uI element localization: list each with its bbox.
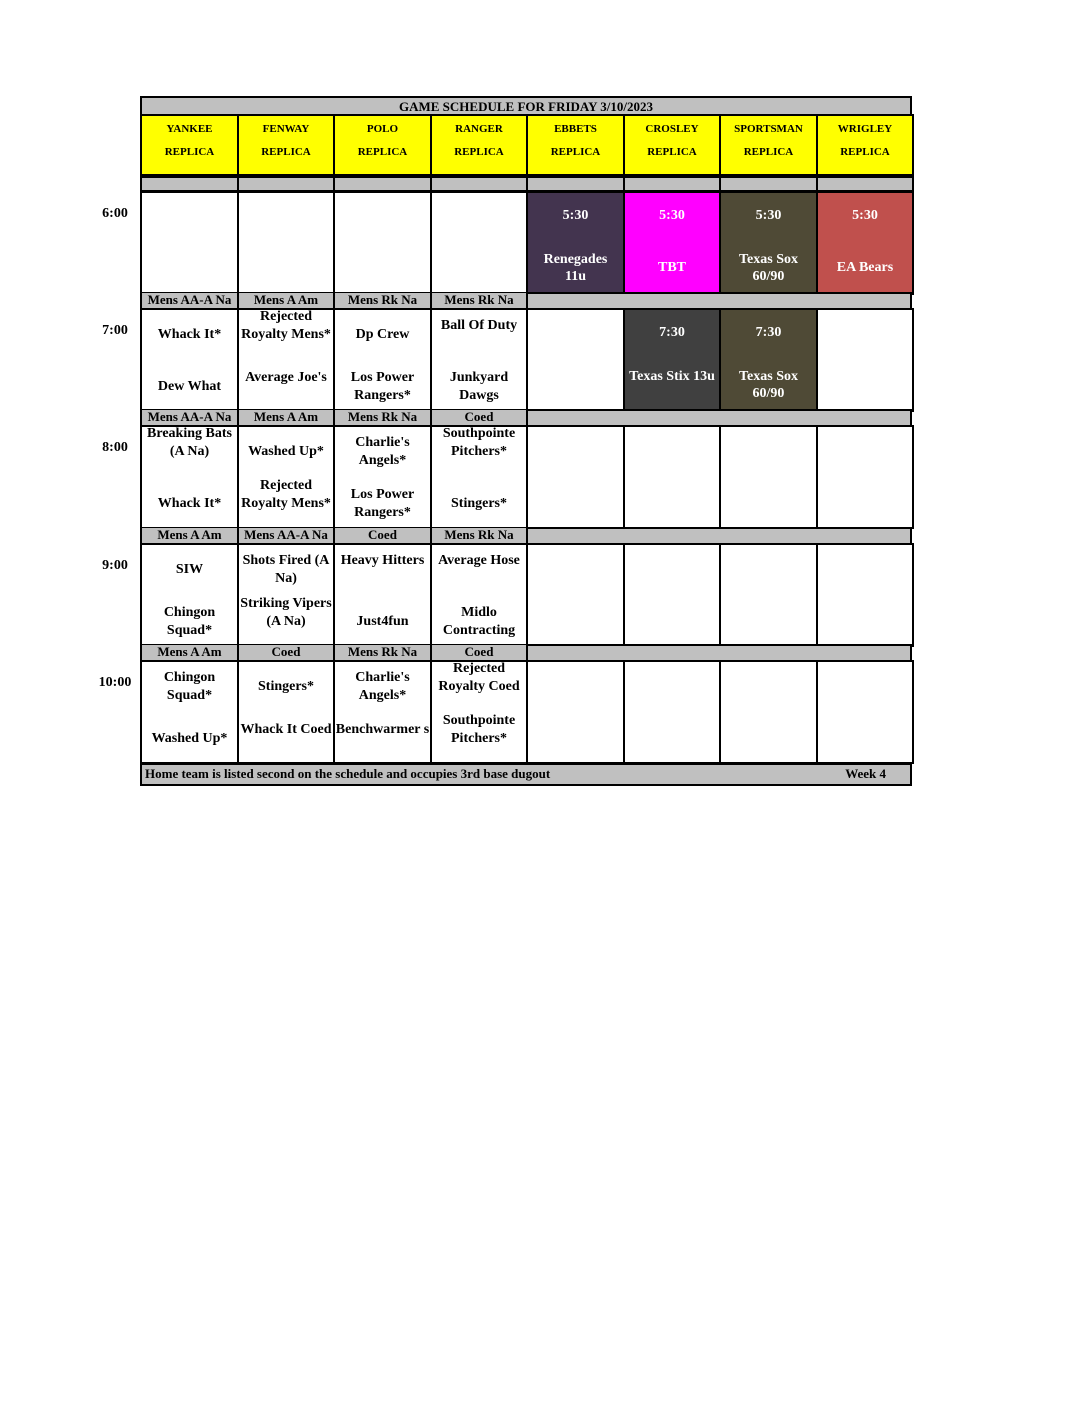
empty-cell (816, 660, 914, 764)
empty-cell (816, 543, 914, 647)
home-team: Chingon Squad* (163, 605, 216, 638)
field-header-yankee (140, 114, 239, 176)
home-team: Whack It* (157, 496, 222, 511)
division-label: Coed (333, 528, 432, 543)
away-team: Rejected Royalty Coed (438, 661, 520, 694)
field-sub: REPLICA (550, 146, 601, 158)
schedule-footer (140, 763, 912, 786)
field-name: WRIGLEY (837, 123, 893, 135)
home-team: Stingers* (451, 496, 507, 511)
home-team: Los Power Rangers* (350, 487, 415, 520)
game-cell (140, 660, 239, 764)
field-name: YANKEE (166, 123, 213, 135)
start-time: 5:30 (755, 208, 782, 223)
time-label: 8:00 (102, 440, 128, 455)
empty-cell (816, 308, 914, 412)
field-name: RANGER (455, 123, 503, 135)
game-block (816, 191, 914, 295)
empty-cell (526, 543, 625, 647)
field-sub: REPLICA (647, 146, 697, 158)
header-spacer-bar (623, 176, 721, 192)
game-cell (140, 543, 239, 647)
time-label: 10:00 (98, 675, 132, 690)
away-team: Southpointe Pitchers* (442, 426, 516, 459)
home-team: Dew What (157, 379, 222, 394)
empty-cell (623, 425, 721, 529)
empty-cell (333, 191, 432, 295)
empty-cell (526, 308, 625, 412)
game-block (719, 308, 818, 412)
home-team: Striking Vipers (A Na) (240, 596, 332, 629)
division-label: Mens A Am (237, 293, 335, 308)
away-team: SIW (175, 562, 204, 577)
division-label: Mens Rk Na (333, 293, 432, 308)
game-cell (237, 308, 335, 412)
header-spacer-bar (816, 176, 914, 192)
game-cell (237, 425, 335, 529)
division-label: Coed (237, 645, 335, 660)
empty-cell (623, 660, 721, 764)
home-team: Average Joe's (245, 370, 327, 385)
game-block (719, 191, 818, 295)
time-label: 7:00 (102, 323, 128, 338)
away-team: Rejected Royalty Mens* (241, 309, 331, 342)
header-spacer-bar (526, 176, 625, 192)
home-team: Just4fun (356, 614, 409, 629)
start-time: 7:30 (659, 325, 685, 340)
away-team: Charlie's Angels* (355, 670, 410, 703)
division-label: Coed (430, 645, 528, 660)
team-name: Renegades 11u (543, 252, 608, 284)
game-cell (430, 543, 528, 647)
field-name: POLO (366, 123, 399, 135)
game-cell (333, 543, 432, 647)
header-spacer-bar (430, 176, 528, 192)
team-name: Texas Sox 60/90 (738, 369, 798, 401)
field-header-ebbets (526, 114, 625, 176)
empty-cell (526, 660, 625, 764)
away-team: Stingers* (258, 679, 314, 694)
field-header-crosley (623, 114, 721, 176)
division-label: Mens A Am (237, 410, 335, 425)
empty-cell (719, 543, 818, 647)
empty-cell (140, 191, 239, 295)
field-name: SPORTSMAN (734, 123, 803, 135)
field-header-ranger (430, 114, 528, 176)
game-cell (333, 308, 432, 412)
game-cell (237, 660, 335, 764)
home-team: Southpointe Pitchers* (442, 713, 516, 746)
home-team: Los Power Rangers* (350, 370, 415, 403)
schedule-title: GAME SCHEDULE FOR FRIDAY 3/10/2023 (140, 96, 912, 116)
header-spacer-bar (333, 176, 432, 192)
empty-cell (430, 191, 528, 295)
home-team: Benchwarmer s (335, 722, 430, 737)
away-team: Heavy Hitters (340, 553, 425, 568)
field-name: CROSLEY (645, 123, 699, 135)
game-cell (333, 660, 432, 764)
game-cell (140, 425, 239, 529)
field-sub: REPLICA (357, 146, 408, 158)
field-header-fenway (237, 114, 335, 176)
away-team: Breaking Bats (A Na) (147, 426, 232, 459)
schedule-sheet (140, 96, 912, 786)
division-label: Mens AA-A Na (237, 528, 335, 543)
division-label: Mens Rk Na (430, 293, 528, 308)
field-sub: REPLICA (261, 146, 311, 158)
field-name: EBBETS (554, 123, 597, 135)
field-header-sportsman (719, 114, 818, 176)
away-team: Washed Up* (248, 444, 324, 459)
field-name: FENWAY (262, 123, 310, 135)
game-cell (237, 543, 335, 647)
empty-cell (237, 191, 335, 295)
team-name: EA Bears (836, 260, 894, 275)
start-time: 7:30 (755, 325, 782, 340)
field-header-wrigley (816, 114, 914, 176)
empty-cell (526, 425, 625, 529)
game-cell (430, 660, 528, 764)
away-team: Dp Crew (355, 327, 410, 342)
away-team: Average Hose (438, 553, 520, 568)
division-label: Mens Rk Na (333, 645, 432, 660)
home-team: Rejected Royalty Mens* (241, 478, 331, 511)
division-label: Mens A Am (140, 645, 239, 660)
game-cell (430, 425, 528, 529)
start-time: 5:30 (852, 208, 878, 223)
team-name: Texas Sox 60/90 (738, 252, 798, 284)
game-cell (140, 308, 239, 412)
team-name: TBT (657, 260, 686, 275)
away-team: Shots Fired (A Na) (242, 553, 330, 586)
footer-note: Home team is listed second on the schedule and occupies 3rd base dugout (145, 766, 551, 781)
header-spacer-bar (719, 176, 818, 192)
field-sub: REPLICA (743, 146, 794, 158)
time-label: 9:00 (102, 558, 128, 573)
division-label: Mens Rk Na (333, 410, 432, 425)
field-sub: REPLICA (840, 146, 890, 158)
header-spacer-bar (140, 176, 239, 192)
division-label: Mens AA-A Na (140, 410, 239, 425)
empty-cell (719, 425, 818, 529)
home-team: Whack It Coed (240, 722, 332, 737)
division-label: Coed (430, 410, 528, 425)
division-label: Mens A Am (140, 528, 239, 543)
week-label: Week 4 (845, 766, 886, 781)
empty-cell (623, 543, 721, 647)
away-team: Whack It* (157, 327, 222, 342)
home-team: Midlo Contracting (442, 605, 516, 638)
home-team: Washed Up* (151, 731, 228, 746)
home-team: Junkyard Dawgs (449, 370, 509, 403)
game-block (623, 308, 721, 412)
header-spacer-bar (237, 176, 335, 192)
division-label: Mens Rk Na (430, 528, 528, 543)
team-name: Texas Stix 13u (629, 369, 715, 384)
away-team: Ball Of Duty (440, 318, 518, 333)
start-time: 5:30 (659, 208, 685, 223)
away-team: Charlie's Angels* (355, 435, 410, 468)
start-time: 5:30 (562, 208, 589, 223)
time-label: 6:00 (102, 206, 128, 221)
game-block (623, 191, 721, 295)
game-block (526, 191, 625, 295)
game-cell (430, 308, 528, 412)
away-team: Chingon Squad* (163, 670, 216, 703)
division-label: Mens AA-A Na (140, 293, 239, 308)
empty-cell (719, 660, 818, 764)
empty-cell (816, 425, 914, 529)
field-sub: REPLICA (164, 146, 215, 158)
field-header-polo (333, 114, 432, 176)
field-sub: REPLICA (454, 146, 504, 158)
game-cell (333, 425, 432, 529)
